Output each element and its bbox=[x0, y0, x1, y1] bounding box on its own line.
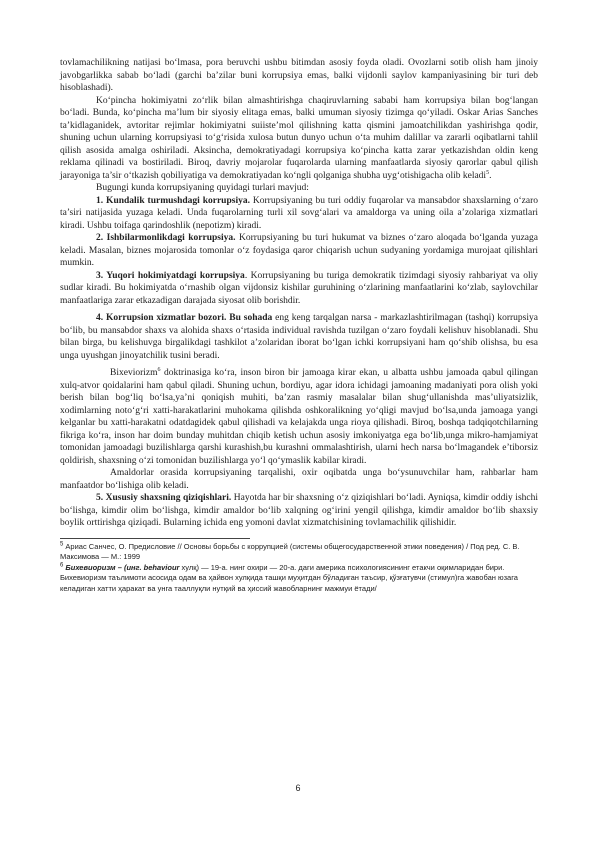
document-page bbox=[60, 57, 538, 594]
page-number: 6 bbox=[295, 783, 301, 793]
paragraph: Amaldorlar orasida korrupsiyaning tarqalishi, oxir oqibatda unga bo‘ysunuvchilar ham, rahbarlar ham manfaatdor bo‘lishiga olib keladi. bbox=[60, 468, 538, 491]
paragraph: Bixeviorizm$^6$ doktrinasiga ko‘ra, inson biron bir jamoaga kirar ekan, u albatta ushbu jamoada qabul qilingan xulq-atvor qoidalarini ham qabul qiladi. Shuning uchun, bordiyu, agar idora ichidagi jamoaning madaniyati pora olish yoki berish bilan bog‘liq bo‘lsa,ya’ni qoniqish muhiti, ba’zan rasmiy masalalar bilan shug‘ullanishda mas’uliyatsizlik, xodimlarning noto‘g‘ri xatti-harakatlarini muhokama qilishda oshkoralikning yo‘qligi mavjud bo‘lsa,unda jamoaga yangi kelganlar bu xatti-harakatni odatdagidek qabul qilishadi va kelajakda unga rioya qilishadi. Biroq, boshqa tadqiqotchilarning fikriga ko‘ra, inson har doim bunday muhitdan chiqib ketish uchun asosiy imkoniyatga ega bo‘lib,unga mikro-hamjamiyat tomonidan jamoadagi buzilishlarga qarshi kurashish,bu kurashni ommalashtirish, ularni hech narsa bo‘lmagandek e’tiborsiz qoldirish, shaxsning o‘zi tomonidan buzilishlarga yo‘l qo‘ymaslik kabilar kiradi. bbox=[60, 366, 538, 466]
footnote-ref-5[interactable]: 5 bbox=[486, 169, 490, 176]
paragraph: Ko‘pincha hokimiyatni zo‘rlik bilan almashtirishga chaqiruvlarning sababi ham korrupsiya bilan bog‘langan bo‘ladi. Bunda, ko‘pincha ma’lum bir siyosiy elitaga emas, balki umuman siyosiy tizimga qo‘yiladi. Oskar Arias Sanches ta’kidlaganidek, avtoritar rejimlar hokimiyatni suiiste’mol qilishning katta qismini jamoatchilikdan yashirishga qodir, shuning uchun ularning korrupsiyasi to‘g‘risida xulosa butun dunyo uchun o‘ta muhim dalillar va zararli oqibatlarni tahlil qilish asosida amalga oshiriladi. Aksincha, demokratiyadagi korrupsiya ko‘pincha katta zarar yetkazishdan oldin keng reklama qilinadi va bostiriladi. Biroq, davriy mojarolar fuqarolarda ularning manfaatlarda siyosiy qarorlar qabul qilish jarayoniga ta’sir o‘tkazish qobiliyatiga va demokratiyadan ko‘ngli qolganiga shubha uyg‘otishigacha olib keladi$^5$. bbox=[60, 95, 538, 181]
list-item-title: 5. Xususiy shaxsning qiziqishlari. bbox=[96, 493, 232, 503]
list-item-title: 3. Yuqori hokimiyatdagi korrupsiya bbox=[96, 270, 245, 281]
footnote-6: $^6$ Бихевиоризм – (инг. behaviour хулқ) — 19-а. нинг охири — 20-а. даги америка психологиясининг етакчи оқимларидан бири. Бихевиоризм таълимоти асосида одам ва ҳайвон хулқида ташқи муҳитдан бўладиган таъсир, қўзғатувчи (стимул)га жавобан юзага келадиган хатти ҳаракат ва унга тааллуқли нутқий ва ҳиссий жавобларнинг мажмуи ётади/ bbox=[60, 562, 518, 593]
list-item-title: 2. Ishbilarmonlikdagi korrupsiya. bbox=[96, 233, 236, 243]
list-item-title: 4. Korrupsion xizmatlar bozori. Bu sohada bbox=[96, 313, 273, 323]
list-item: 3. Yuqori hokimiyatdagi korrupsiya. Korrupsiyaning bu turiga demokratik tizimdagi siyosiy rahbariyat va oliy sudlar kiradi. Bu hokimiyatda o‘rnashib olgan vijdonsiz kishilar guruhining o‘zlarining manfaatlarini ko‘zlab, saylovchilar manfaatlariga zarar etkazadigan darajada siyosat olib borishdir. bbox=[60, 270, 539, 306]
footnote-5: $^5$ Ариас Санчес, О. Предисловие // Основы борьбы с коррупцией (системы общегосударственной этики поведения) / Под ред. С. В. Максимова — М.: 1999 bbox=[60, 541, 520, 561]
footnote-divider bbox=[60, 538, 250, 539]
list-item: 1. Kundalik turmushdagi korrupsiya. Korrupsiyaning bu turi oddiy fuqarolar va mansabdor shaxslarning o‘zaro ta’siri natijasida yuzaga keladi. Unda fuqarolarning turli xil sovg‘alari va amaldorga va uning oila a’zolariga xizmatlari kiradi. Ushbu toifaga qarindoshlik (nepotizm) kiradi. bbox=[60, 195, 538, 231]
paragraph: tovlamachilikning natijasi bo‘lmasa, pora beruvchi ushbu bitimdan asosiy foyda oladi. Ovozlarni sotib olish ham jinoiy javobgarlikka sabab bo‘ladi (garchi ba’zilar buni korrupsiya emas, balki vijdonli saylov kampaniyasining bir turi deb hisoblashadi). bbox=[60, 58, 538, 93]
list-item: 2. Ishbilarmonlikdagi korrupsiya. Korrupsiyaning bu turi hukumat va biznes o‘zaro aloqada bo‘lganda yuzaga keladi. Masalan, biznes mojarosida tomonlar o‘z foydasiga qaror chiqarish uchun sudyaning yordamiga murojaat qilishlari mumkin. bbox=[60, 233, 538, 268]
footnote-ref-6[interactable]: 6 bbox=[157, 366, 161, 373]
list-item: 5. Xususiy shaxsning qiziqishlari. Hayotda har bir shaxsning o‘z qiziqishlari bo‘ladi. Ayniqsa, kimdir oddiy ishchi bo‘lishga, kimdir olim bo‘lishga, kimdir amaldor bo‘lib xalqning og‘irini yengil qilishga, kimdir amaldor bo‘lib shaxsiy boylik orttirishga qiziqadi. Bularning ichida eng yomoni davlat xizmatchisining tovlamachilik qilishidir. bbox=[60, 493, 538, 528]
list-item: 4. Korrupsion xizmatlar bozori. Bu sohada eng keng tarqalgan narsa - markazlashtirilmagan (tashqi) korrupsiya bo‘lib, bu mansabdor shaxs va alohida shaxs o‘rtasida individual ravishda tuzilgan o‘zaro foydali kelishuv hisoblanadi. Shu bilan birga, bu kelishuvga birgalikdagi tashkilot a’zolaridan iborat bo‘lgan ichki korrupsiyani ham qo‘shib olishsa, bu esa unga uyushgan jinoyatchilik tusini beradi. bbox=[60, 313, 538, 361]
list-item-title: 1. Kundalik turmushdagi korrupsiya. bbox=[96, 195, 250, 206]
paragraph: Bugungi kunda korrupsiyaning quyidagi turlari mavjud: bbox=[96, 183, 309, 193]
